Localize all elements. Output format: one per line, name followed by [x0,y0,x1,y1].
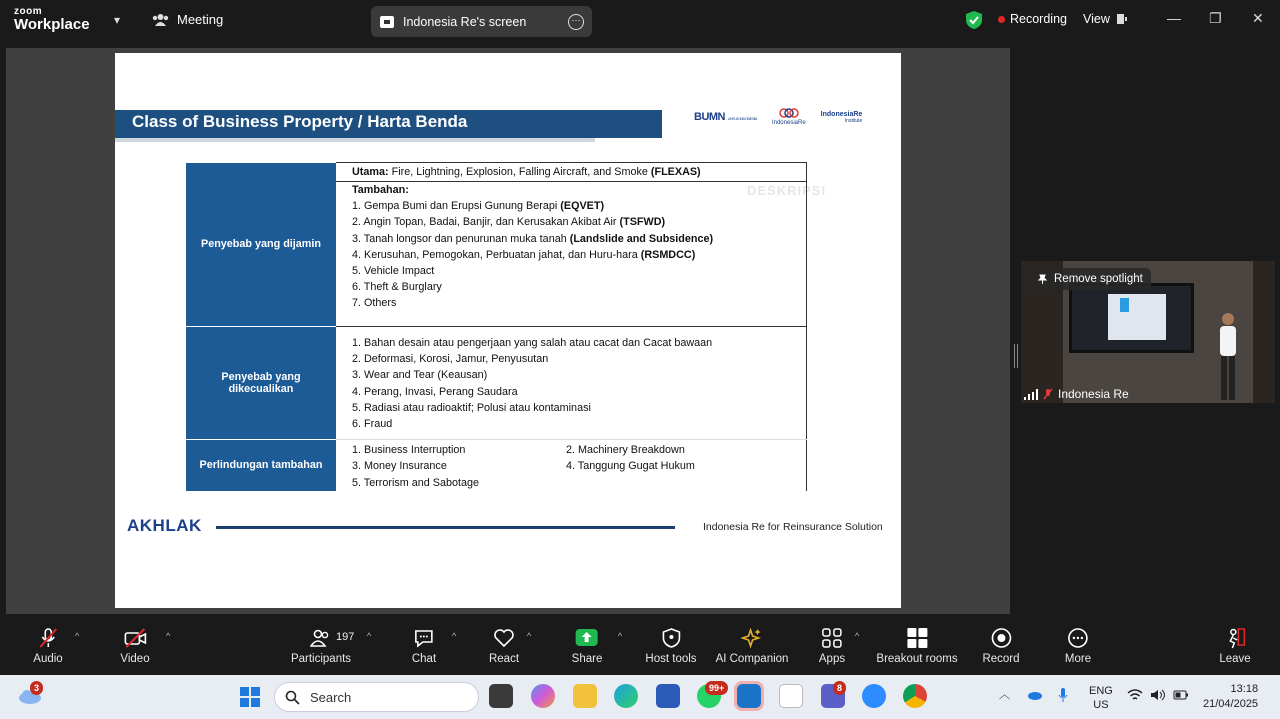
microphone-icon[interactable] [1058,687,1068,703]
apps-label: Apps [818,653,846,665]
language-code: ENG [1089,685,1113,697]
list-item: 4. Perang, Invasi, Perang Saudara [352,385,518,398]
remove-spotlight-button[interactable] [1029,268,1151,290]
search-icon [285,690,300,705]
row-body [336,440,807,491]
list-item: 3. Tanah longsor dan penurunan muka tanah (Landslide and Subsidence) [352,232,714,245]
chat-options-chevron-icon[interactable]: ^ [452,631,457,641]
weather-badge: 3 [30,681,43,695]
list-item: 7. Others [352,297,397,310]
row-header-line1: Penyebab yang [221,371,301,383]
video-label: Video [120,653,150,665]
file-explorer-icon[interactable] [573,684,597,708]
table-row [186,163,807,327]
audio-label: Audio [33,653,63,665]
clock-date: 21/04/2025 [1203,698,1259,710]
recording-label: Recording [1010,12,1067,26]
speaker-figure [1216,311,1240,401]
video-tv-screen [1069,283,1194,353]
utama-bold: (FLEXAS) [650,166,701,178]
store-icon[interactable] [656,684,680,708]
react-label: React [488,653,520,665]
video-tv-highlight [1120,298,1129,312]
edge-browser-icon[interactable] [614,684,638,708]
list-item: 2. Deformasi, Korosi, Jamur, Penyusutan [352,353,549,366]
video-tv-content [1108,294,1166,340]
camera-off-icon [123,627,147,649]
meeting-label: Meeting [177,12,224,27]
rings-icon [778,108,800,118]
list-item: 4. Tanggung Gugat Hukum [566,460,695,473]
more-options-icon[interactable]: ··· [568,14,584,30]
security-shield-icon[interactable] [965,10,983,30]
host-tools-label: Host tools [645,653,697,665]
participant-name: Indonesia Re [1058,387,1129,401]
windows-taskbar [0,675,1280,719]
list-item: 4. Kerusuhan, Pemogokan, Perbuatan jahat, dan Huru-hara (RSMDCC) [352,248,696,261]
list-item: 3. Wear and Tear (Keausan) [352,369,488,382]
outlook-icon[interactable] [737,684,761,708]
breakout-rooms-label: Breakout rooms [876,653,958,665]
iri-logo-text: IndonesiaRe [820,110,863,118]
presentation-slide [115,53,901,608]
bumn-logo-subtext: UNTUK INDONESIA [727,116,757,121]
slide-title: Class of Business Property / Harta Benda [132,112,468,131]
share-label: Share [571,653,603,665]
wifi-icon[interactable] [1127,689,1143,701]
video-options-chevron-icon[interactable]: ^ [166,631,171,641]
mic-muted-icon [37,627,59,649]
leave-label: Leave [1219,653,1251,665]
chat-label: Chat [411,653,437,665]
apps-options-chevron-icon[interactable]: ^ [855,631,860,641]
participants-label: Participants [290,653,352,665]
react-button[interactable] [489,627,519,665]
record-icon [990,627,1012,649]
indonesia-re-logo-text: IndonesiaRe [771,120,806,126]
brand-chevron-down-icon[interactable]: ▾ [114,13,121,27]
sparkle-icon [741,627,763,649]
tambahan-label: Tambahan: [352,184,409,196]
participants-options-chevron-icon[interactable]: ^ [367,631,372,641]
list-item: 1. Gempa Bumi dan Erupsi Gunung Berapi (EQVET) [352,200,605,213]
list-item: 5. Terrorism and Sabotage [352,476,480,489]
ai-companion-label: AI Companion [715,653,789,665]
share-options-chevron-icon[interactable]: ^ [618,631,623,641]
whatsapp-badge: 99+ [705,681,728,695]
chrome-icon[interactable] [903,684,927,708]
list-item: 5. Vehicle Impact [352,265,435,278]
more-button[interactable] [1065,627,1091,665]
shield-icon [661,627,681,649]
row-body [336,163,807,327]
screen-share-icon [379,15,395,29]
remove-spotlight-label: Remove spotlight [1054,273,1143,285]
host-tools-button[interactable] [645,627,696,665]
footer-divider [216,526,675,529]
keyboard-layout: US [1093,699,1109,711]
screen-share-label: Indonesia Re's screen [403,14,527,29]
tambahan-list [336,182,806,318]
system-clock[interactable] [1203,682,1258,712]
utama-line [336,163,806,182]
coverage-table [186,162,807,491]
chat-button[interactable] [412,627,436,665]
indonesia-re-logo [772,108,806,126]
apps-icon [821,627,843,649]
leave-icon [1224,627,1246,649]
row-header: Penyebab yang dijamin [186,163,336,327]
participants-count: 197 [336,631,355,643]
brand-small: zoom [14,6,43,17]
view-menu[interactable] [1083,12,1128,26]
restore-icon[interactable]: ❐ [1209,10,1222,26]
taskbar-search[interactable] [274,682,479,712]
audio-button[interactable] [33,627,62,665]
akhlak-logo: AKHLAK [127,516,202,535]
additional-cover-list [352,440,806,491]
bumn-logo-text: BUMN [694,111,725,123]
chat-icon [413,627,435,649]
zoom-workplace-logo [14,7,90,32]
screen-share-pill[interactable] [371,6,592,37]
title-band-shadow [115,138,595,142]
close-icon[interactable]: ✕ [1252,10,1264,26]
minimize-icon[interactable]: — [1167,10,1181,26]
brand-name: Workplace [14,16,90,33]
list-item: 1. Bahan desain atau pengerjaan yang salah atau cacat dan Cacat bawaan [352,337,713,349]
list-item: 3. Money Insurance [352,460,447,473]
battery-icon[interactable] [1173,690,1189,700]
sponsor-logos [694,108,862,126]
list-item: 6. Theft & Burglary [352,281,442,294]
view-label: View [1083,12,1110,26]
volume-icon[interactable] [1150,689,1166,701]
recording-indicator[interactable] [998,12,1067,26]
search-placeholder: Search [310,689,352,705]
windows-start-icon[interactable] [239,686,261,708]
share-button[interactable] [572,627,603,665]
breakout-rooms-button[interactable] [876,627,957,665]
list-item: 2. Angin Topan, Badai, Banjir, dan Kerusakan Akibat Air (TSFWD) [352,216,666,229]
language-indicator[interactable] [1089,684,1113,712]
table-row [186,440,807,491]
ai-companion-button[interactable] [716,627,789,665]
more-icon [1067,627,1089,649]
show-hidden-icons-chevron-icon[interactable]: ︿ [999,689,1010,701]
react-options-chevron-icon[interactable]: ^ [527,631,532,641]
utama-text: Fire, Lightning, Explosion, Falling Aircraft, and Smoke [391,166,648,178]
pin-icon [1037,274,1048,285]
leave-button[interactable] [1219,627,1250,665]
more-label: More [1064,653,1092,665]
apps-button[interactable] [819,627,845,665]
table-row [186,327,807,440]
bumn-logo [694,111,757,123]
signal-icon [1024,389,1038,400]
panel-resize-handle[interactable] [1014,344,1018,368]
breakout-rooms-icon [906,627,928,649]
record-button[interactable] [982,627,1019,665]
onedrive-cloud-icon[interactable] [1027,689,1043,700]
participant-name-tag [1024,387,1129,401]
record-label: Record [982,653,1020,665]
task-view-icon[interactable] [489,684,513,708]
list-item: 5. Radiasi atau radioaktif; Polusi atau kontaminasi [352,401,591,414]
list-item: 6. Fraud [352,418,393,431]
copilot-icon[interactable] [531,684,555,708]
row-header [186,327,336,440]
recording-dot-icon [998,16,1005,23]
title-band-cut [585,110,662,138]
footer-text: Indonesia Re for Reinsurance Solution [703,521,883,533]
clock-time: 13:18 [1230,683,1259,695]
row-body [336,327,807,440]
muted-mic-icon [1043,388,1053,400]
utama-label: Utama: [352,166,389,178]
heart-icon [493,627,515,649]
audio-options-chevron-icon[interactable]: ^ [75,631,80,641]
indonesia-re-institute-logo [821,111,863,124]
list-item: 2. Machinery Breakdown [566,444,685,456]
participants-icon [310,627,332,649]
elo-app-icon[interactable] [779,684,803,708]
list-item: 1. Business Interruption [352,444,466,456]
spotlight-video-tile[interactable] [1021,261,1275,403]
teams-badge: 8 [833,681,846,695]
meeting-toolbar [0,617,1280,675]
watermark-text: DESKRIPSI [747,183,827,198]
row-header-line2: dikecualikan [228,383,294,395]
people-icon [152,13,169,27]
iri-logo-subtext: Institute [844,117,863,124]
row-header: Perlindungan tambahan [186,440,336,491]
meeting-menu[interactable] [152,12,223,27]
video-button[interactable] [120,627,149,665]
zoom-app-icon[interactable] [862,684,886,708]
exclusion-list [352,327,806,432]
share-screen-icon [575,627,599,649]
zoom-title-bar [0,0,1280,44]
view-layout-icon [1116,13,1128,25]
